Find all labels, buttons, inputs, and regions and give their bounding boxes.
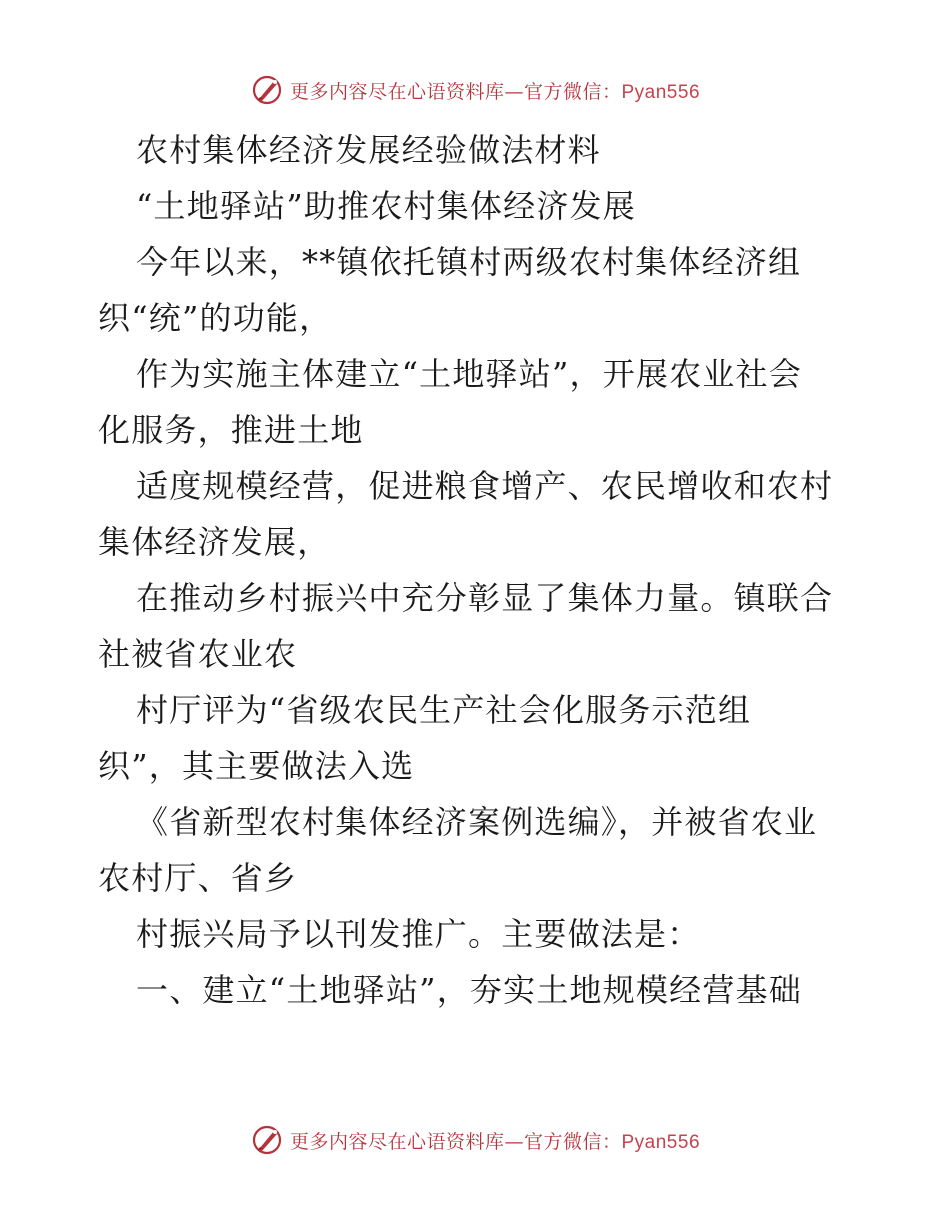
doc-line: 社被省农业农 xyxy=(98,635,298,673)
doc-line: 一、建立“土地驿站”，夯实土地规模经营基础 xyxy=(136,971,802,1009)
doc-line: 农村厅、省乡 xyxy=(98,859,298,897)
quill-logo-icon xyxy=(250,73,284,107)
watermark-text: 更多内容尽在心语资料库—官方微信：Pyan556 xyxy=(289,80,701,103)
watermark-text: 更多内容尽在心语资料库—官方微信：Pyan556 xyxy=(289,1130,701,1153)
header-watermark xyxy=(0,70,950,110)
doc-line: 作为实施主体建立“土地驿站”，开展农业社会 xyxy=(136,355,802,393)
doc-line: 织“统”的功能， xyxy=(98,299,333,337)
doc-line: 农村集体经济发展经验做法材料 xyxy=(136,131,601,169)
doc-line: 村厅评为“省级农民生产社会化服务示范组 xyxy=(136,691,752,729)
doc-line: 化服务，推进土地 xyxy=(98,411,364,449)
doc-line: 今年以来，**镇依托镇村两级农村集体经济组 xyxy=(136,243,802,281)
footer-watermark xyxy=(0,1120,950,1160)
doc-line: 集体经济发展， xyxy=(98,523,331,561)
doc-line: 村振兴局予以刊发推广。主要做法是： xyxy=(136,915,701,953)
doc-line: 适度规模经营，促进粮食增产、农民增收和农村 xyxy=(136,467,834,505)
doc-line: 织”，其主要做法入选 xyxy=(98,747,415,785)
doc-line: “土地驿站”助推农村集体经济发展 xyxy=(136,187,636,225)
quill-logo-icon xyxy=(250,1123,284,1157)
doc-line: 在推动乡村振兴中充分彰显了集体力量。镇联合 xyxy=(136,579,834,617)
doc-line: 《省新型农村集体经济案例选编》，并被省农业 xyxy=(136,803,818,841)
document-body xyxy=(98,122,858,1018)
